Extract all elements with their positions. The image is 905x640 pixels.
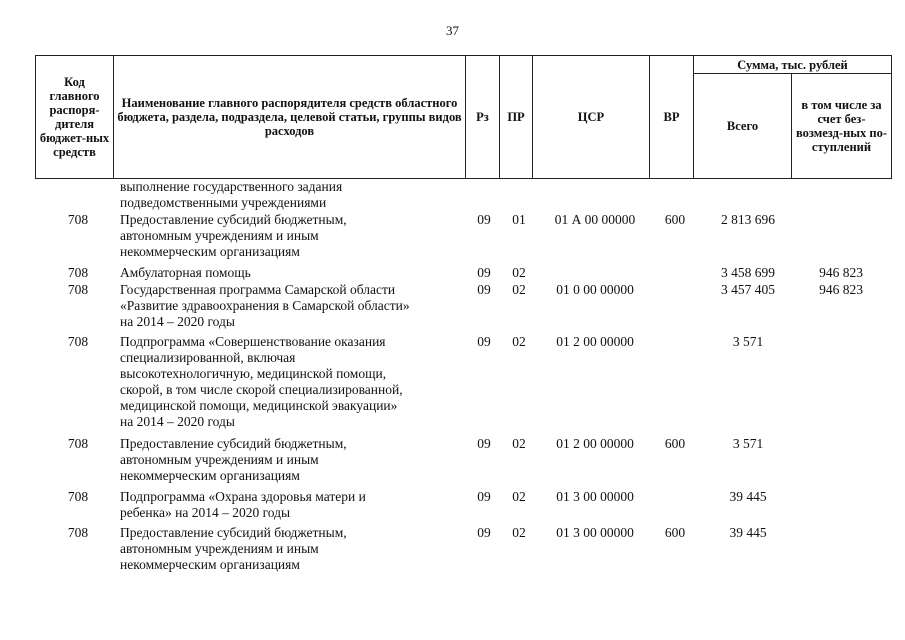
row-total: 3 458 699 (721, 265, 775, 280)
row-rz: 09 (477, 525, 491, 540)
row-code: 708 (67, 489, 89, 504)
header-sum: Сумма, тыс. рублей (694, 56, 892, 74)
row-total: 3 571 (732, 334, 764, 349)
row-csr: 01 А 00 00000 (554, 212, 636, 227)
row-vr: 600 (664, 525, 686, 540)
row-rz: 09 (477, 212, 491, 227)
row-code: 708 (67, 334, 89, 349)
page-number: 37 (446, 23, 459, 38)
header-csr: ЦСР (533, 56, 650, 179)
row-pr: 02 (512, 489, 526, 504)
header-name: Наименование главного распорядителя средств областного бюджета, раздела, подраздела, целевой статьи, группы видов расходов (114, 56, 466, 179)
row-name: Предоставление субсидий бюджетным, автономным учреждениям и иным некоммерческим организациям (120, 436, 347, 483)
table-header (35, 55, 892, 179)
row-name: Подпрограмма «Охрана здоровья матери и ребенка» на 2014 – 2020 годы (120, 489, 366, 520)
row-pr: 02 (512, 525, 526, 540)
header-total: Всего (694, 74, 792, 179)
row-vr: 600 (664, 212, 686, 227)
row-pr: 02 (512, 436, 526, 451)
row-vr: 600 (664, 436, 686, 451)
header-pr: ПР (500, 56, 533, 179)
row-total: 39 445 (729, 525, 767, 540)
row-csr: 01 2 00 00000 (556, 436, 634, 451)
row-code: 708 (67, 525, 89, 540)
row-total: 2 813 696 (721, 212, 775, 227)
row-pr: 02 (512, 334, 526, 349)
row-rz: 09 (477, 489, 491, 504)
row-name: Предоставление субсидий бюджетным, автономным учреждениям и иным некоммерческим организациям (120, 212, 347, 259)
row-name: Предоставление субсидий бюджетным, автономным учреждениям и иным некоммерческим организациям (120, 525, 347, 572)
row-rz: 09 (477, 436, 491, 451)
row-free: 946 823 (819, 265, 863, 280)
row-name: Амбулаторная помощь (120, 265, 251, 280)
row-pr: 01 (512, 212, 526, 227)
header-free: в том числе за счет без-возмезд-ных по-ступлений (792, 74, 892, 179)
continuation-text: выполнение государственного задания подведомственными учреждениями (120, 179, 343, 210)
row-csr: 01 3 00 00000 (556, 525, 634, 540)
row-total: 3 457 405 (721, 282, 775, 297)
row-code: 708 (67, 436, 89, 451)
header-vr: ВР (650, 56, 694, 179)
row-free: 946 823 (819, 282, 863, 297)
header-rz: Рз (466, 56, 500, 179)
row-name: Подпрограмма «Совершенствование оказания специализированной, включая высокотехнологичную, медицинской помощи, скорой, в том числе скорой специализированной, медицинской помощи, медицинской эвакуации» на 2014 – 2020 годы (120, 334, 403, 429)
row-csr: 01 0 00 00000 (556, 282, 634, 297)
row-csr: 01 3 00 00000 (556, 489, 634, 504)
row-pr: 02 (512, 265, 526, 280)
row-code: 708 (67, 265, 89, 280)
row-code: 708 (67, 282, 89, 297)
row-pr: 02 (512, 282, 526, 297)
row-name: Государственная программа Самарской области «Развитие здравоохранения в Самарской области» на 2014 – 2020 годы (120, 282, 410, 329)
row-rz: 09 (477, 334, 491, 349)
row-csr: 01 2 00 00000 (556, 334, 634, 349)
header-code: Код главного распоря-дителя бюджет-ных средств (36, 56, 114, 179)
row-total: 39 445 (729, 489, 767, 504)
row-code: 708 (67, 212, 89, 227)
row-total: 3 571 (732, 436, 764, 451)
row-rz: 09 (477, 265, 491, 280)
row-rz: 09 (477, 282, 491, 297)
